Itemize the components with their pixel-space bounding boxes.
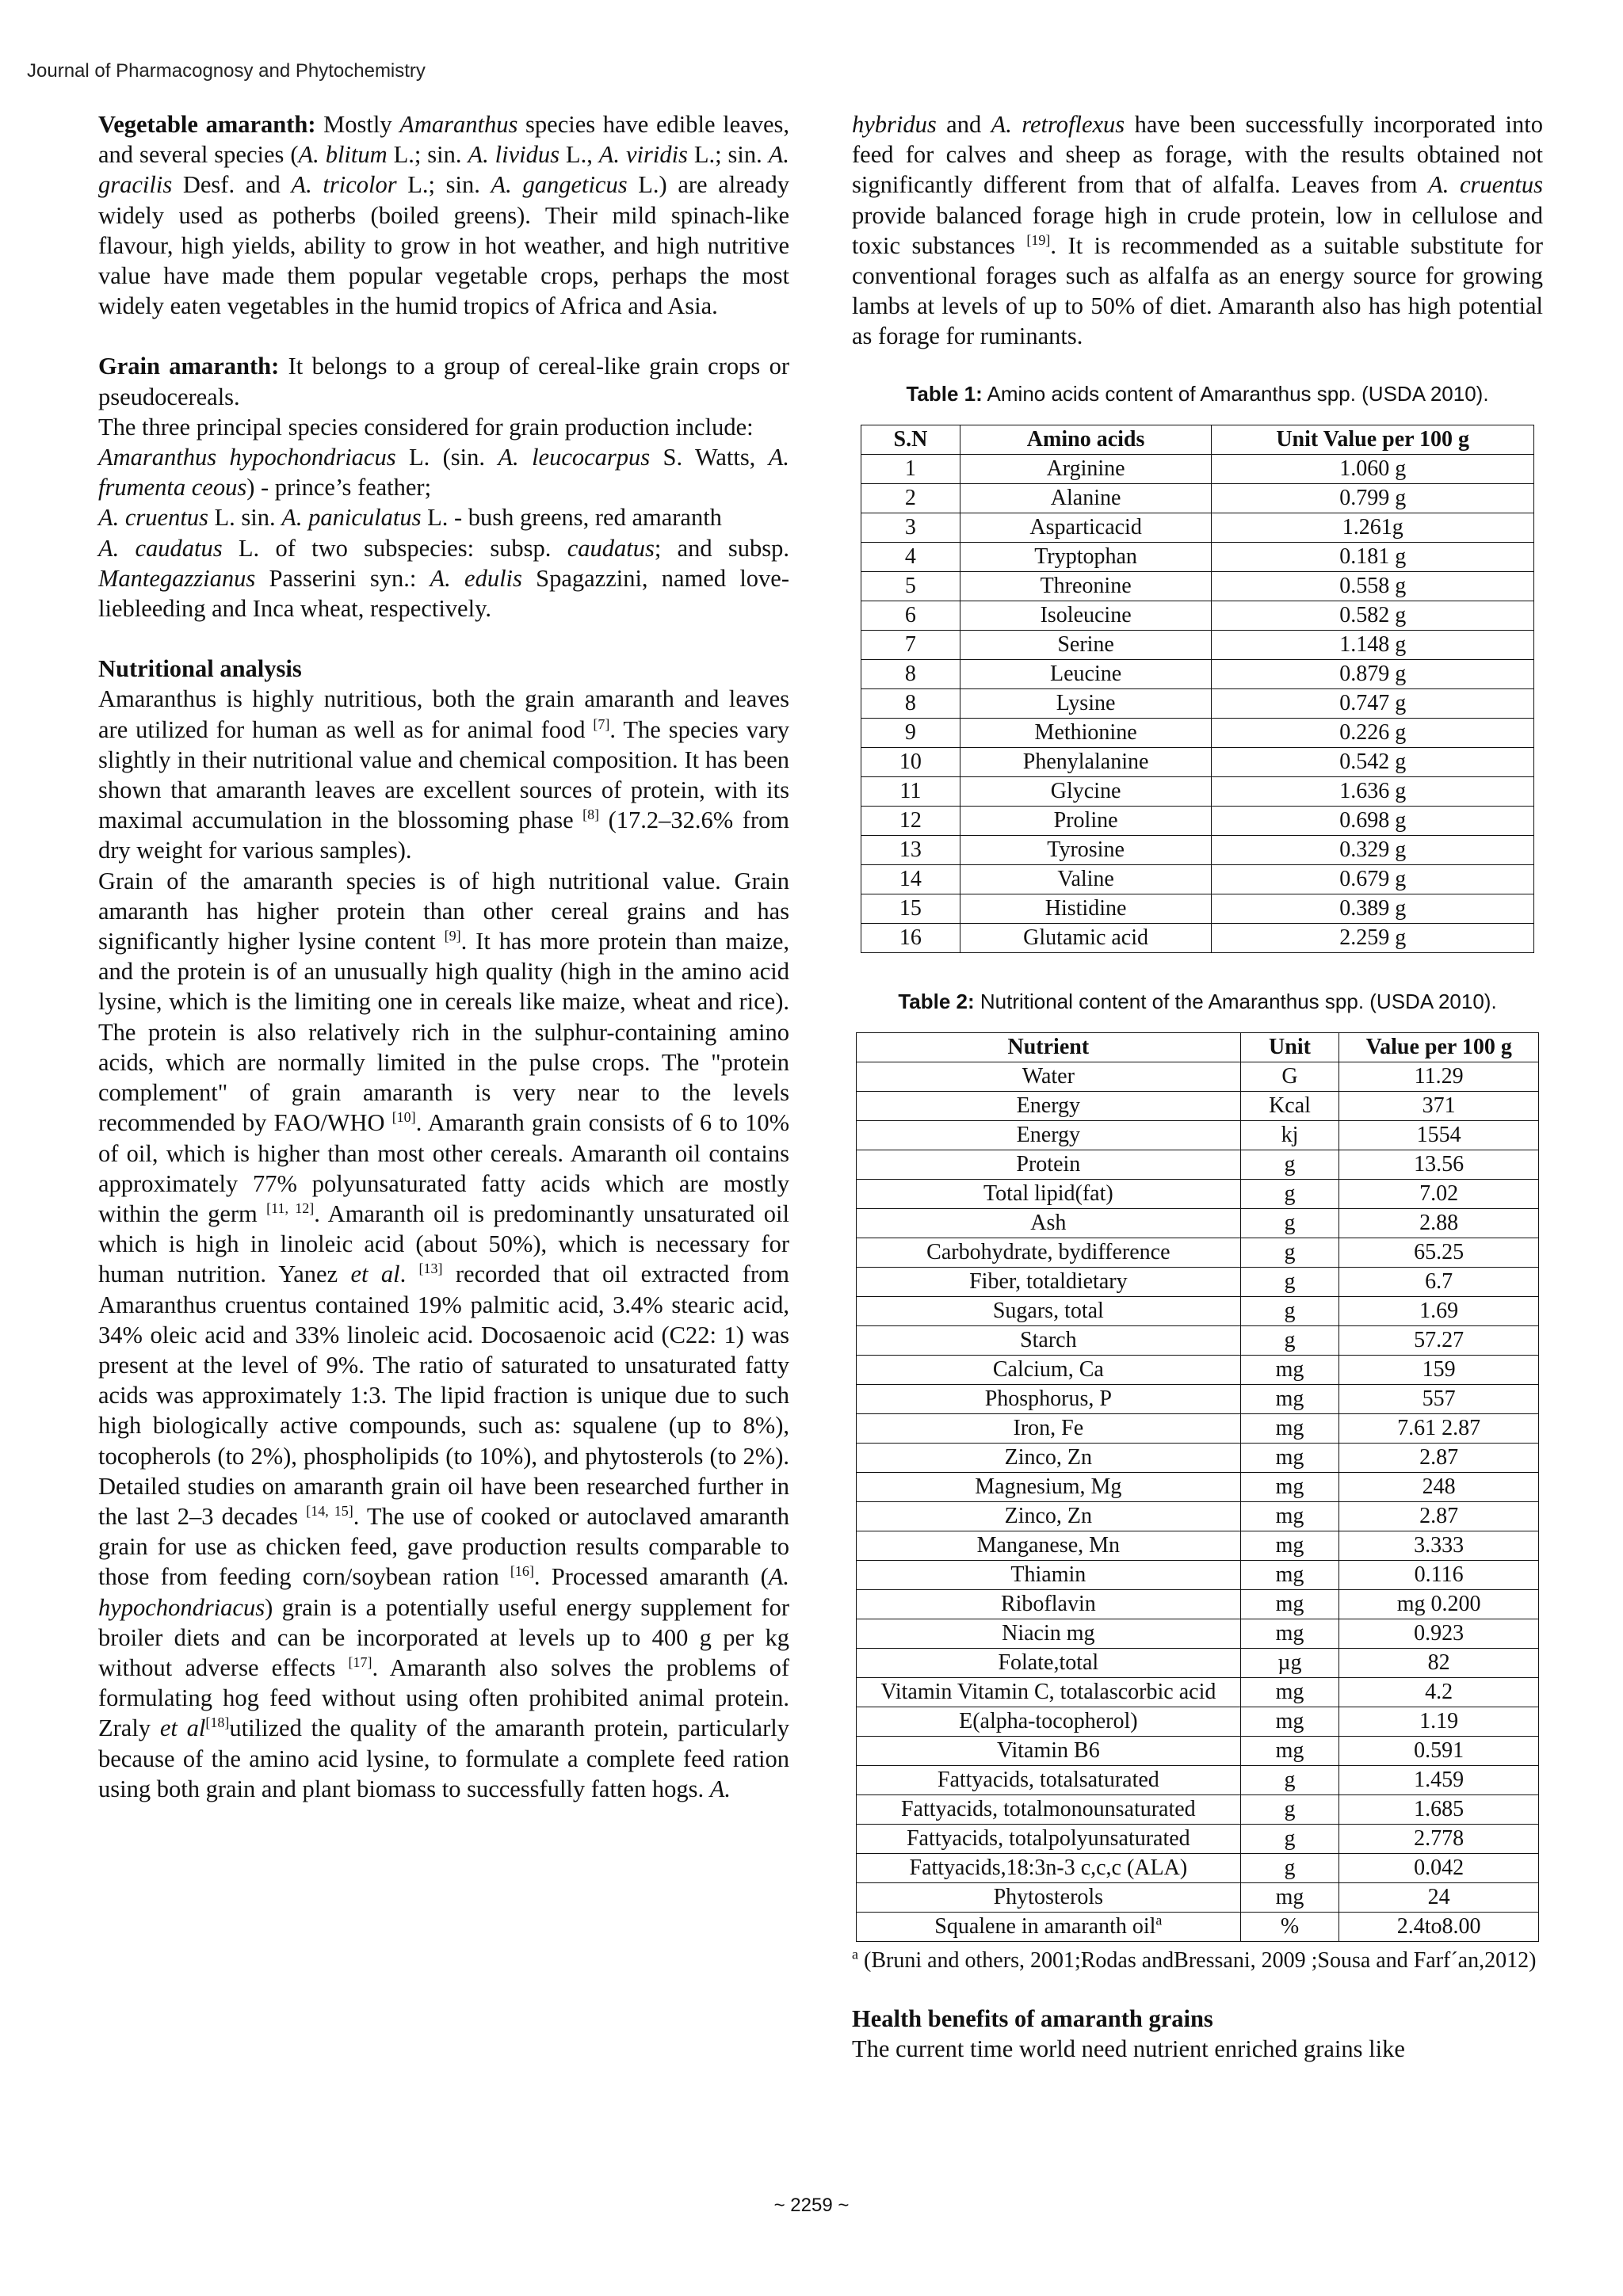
table-cell: mg bbox=[1240, 1590, 1339, 1619]
table-row bbox=[861, 776, 1534, 806]
table-cell: Starch bbox=[857, 1326, 1241, 1356]
table-cell: 159 bbox=[1339, 1356, 1539, 1385]
table-cell: 1.685 bbox=[1339, 1795, 1539, 1825]
table-header-row bbox=[857, 1033, 1539, 1062]
table-cell: Iron, Fe bbox=[857, 1414, 1241, 1444]
table-cell: Tyrosine bbox=[960, 835, 1212, 864]
table-cell: mg bbox=[1240, 1737, 1339, 1766]
table-cell: Tryptophan bbox=[960, 542, 1212, 571]
forage-paragraph: hybridus and A. retroflexus have been successfully incorporated into feed for calves and sheep as forage, with the results obtained not significantly different from that of alfalfa. Leaves from A. cruentus provide balanced forage high in crude protein, low in cellulose and toxic substances [19]. It is recommended as a suitable substitute for conventional forages such as alfalfa as an energy source for growing lambs at levels of up to 50% of diet. Amaranth also has high potential as forage for ruminants. bbox=[852, 111, 1543, 350]
column-header: Nutrient bbox=[857, 1033, 1241, 1062]
table-cell: 0.181 g bbox=[1212, 542, 1534, 571]
table-row bbox=[857, 1062, 1539, 1092]
table-cell: Fiber, totaldietary bbox=[857, 1268, 1241, 1297]
left-column bbox=[98, 109, 789, 1804]
table-cell: g bbox=[1240, 1238, 1339, 1268]
right-column bbox=[852, 109, 1543, 2064]
principal-species-intro: The three principal species considered for grain production include: bbox=[98, 413, 754, 441]
table-cell: 4 bbox=[861, 542, 960, 571]
table-cell: 557 bbox=[1339, 1385, 1539, 1414]
species-cruentus: A. cruentus L. sin. A. paniculatus L. - bush greens, red amaranth bbox=[98, 504, 722, 532]
table-cell: 65.25 bbox=[1339, 1238, 1539, 1268]
table-cell: Isoleucine bbox=[960, 601, 1212, 630]
table-row bbox=[861, 747, 1534, 776]
table-cell: Squalene in amaranth oil$^a$ bbox=[857, 1913, 1241, 1942]
amino-acids-table bbox=[861, 425, 1534, 953]
table-row bbox=[857, 1414, 1539, 1444]
table-cell: g bbox=[1240, 1326, 1339, 1356]
table-cell: 248 bbox=[1339, 1473, 1539, 1502]
table-cell: Sugars, total bbox=[857, 1297, 1241, 1326]
species-caudatus: A. caudatus L. of two subspecies: subsp. caudatus; and subsp. Mantegazzianus Passerini syn.: A. edulis Spagazzini, named love-liebleeding and Inca wheat, respectively. bbox=[98, 534, 789, 623]
vegetable-amaranth-paragraph: Vegetable amaranth: Mostly Amaranthus species have edible leaves, and several species (A. blitum L.; sin. A. lividus L., A. viridis L.; sin. A. gracilis Desf. and A. tricolor L.; sin. A. gangeticus L.) are already widely used as potherbs (boiled greens). Their mild spinach-like flavour, high yields, ability to grow in hot weather, and high nutritive value have made them popular vegetable crops, perhaps the most widely eaten vegetables in the humid tropics of Africa and Asia. bbox=[98, 111, 789, 320]
table-row bbox=[861, 454, 1534, 483]
table-cell: Glycine bbox=[960, 776, 1212, 806]
table-row bbox=[857, 1913, 1539, 1942]
column-header: S.N bbox=[861, 425, 960, 454]
table-cell: Manganese, Mn bbox=[857, 1531, 1241, 1561]
table-row bbox=[861, 571, 1534, 601]
table-row bbox=[861, 659, 1534, 688]
nutritional-analysis-heading: Nutritional analysis bbox=[98, 655, 302, 683]
table-cell: g bbox=[1240, 1150, 1339, 1180]
table-cell: 0.747 g bbox=[1212, 688, 1534, 718]
table-cell: 7 bbox=[861, 630, 960, 659]
table-cell: Vitamin B6 bbox=[857, 1737, 1241, 1766]
table-cell: mg bbox=[1240, 1444, 1339, 1473]
table-row bbox=[861, 864, 1534, 894]
table1-caption: Table 1: Amino acids content of Amaranthus spp. (USDA 2010). bbox=[906, 381, 1489, 406]
nutritional-paragraph-2: Grain of the amaranth species is of high nutritional value. Grain amaranth has higher protein than other cereal grains and has significantly higher lysine content [9]. It has more protein than maize, and the protein is of an unusually high quality (high in the amino acid lysine, which is the limiting one in cereals like maize, wheat and rice). The protein is also relatively rich in the sulphur-containing amino acids, which are normally limited in the pulse crops. The "protein complement" of grain amaranth is very near to the levels recommended by FAO/WHO [10]. Amaranth grain consists of 6 to 10% of oil, which is higher than most other cereals. Amaranth oil contains approximately 77% polyunsaturated fatty acids which are mostly within the germ [11, 12]. Amaranth oil is predominantly unsaturated oil which is high in linoleic acid (about 50%), which is necessary for human nutrition. Yanez et al. [13] recorded that oil extracted from Amaranthus cruentus contained 19% palmitic acid, 3.4% stearic acid, 34% oleic acid and 33% linoleic acid. Docosaenoic acid (C22: 1) was present at the level of 9%. The ratio of saturated to unsaturated fatty acids was approximately 1:3. The lipid fraction is unique due to such high biologically active compounds, such as: squalene (up to 8%), tocopherols (to 2%), phospholipids (to 10%), and phytosterols (to 2%). Detailed studies on amaranth grain oil have been researched further in the last 2–3 decades [14, 15]. The use of cooked or autoclaved amaranth grain for use as chicken feed, gave production results comparable to those from feeding corn/soybean ration [16]. Processed amaranth (A. hypochondriacus) grain is a potentially useful energy supplement for broiler diets and can be incorporated at levels up to 400 g per kg without adverse effects [17]. Amaranth also solves the problems of formulating hog feed without using often prohibited animal protein. Zraly et al[18]utilized the quality of the amaranth protein, particularly because of the amino acid lysine, to formulate a complete feed ration using both grain and plant biomass to successfully fatten hogs. A. bbox=[98, 867, 789, 1802]
table-row bbox=[857, 1707, 1539, 1737]
table-row bbox=[857, 1619, 1539, 1649]
table-row bbox=[857, 1209, 1539, 1238]
table-row bbox=[857, 1766, 1539, 1795]
table-cell: 0.042 bbox=[1339, 1854, 1539, 1883]
table-cell: 0.116 bbox=[1339, 1561, 1539, 1590]
table-cell: Proline bbox=[960, 806, 1212, 835]
table-cell: Asparticacid bbox=[960, 513, 1212, 542]
table-cell: g bbox=[1240, 1795, 1339, 1825]
table-cell: 8 bbox=[861, 659, 960, 688]
table-row bbox=[857, 1649, 1539, 1678]
table-cell: µg bbox=[1240, 1649, 1339, 1678]
table-cell: 2.88 bbox=[1339, 1209, 1539, 1238]
table-row bbox=[857, 1737, 1539, 1766]
table-cell: 3 bbox=[861, 513, 960, 542]
table-cell: 16 bbox=[861, 923, 960, 952]
nutritional-paragraph-1: Amaranthus is highly nutritious, both the grain amaranth and leaves are utilized for human as well as for animal food [7]. The species vary slightly in their nutritional value and chemical composition. It has been shown that amaranth leaves are excellent sources of protein, with its maximal accumulation in the blossoming phase [8] (17.2–32.6% from dry weight for various samples). bbox=[98, 685, 789, 864]
table-cell: Alanine bbox=[960, 483, 1212, 513]
table-row bbox=[857, 1678, 1539, 1707]
table-row bbox=[861, 923, 1534, 952]
table-cell: 0.923 bbox=[1339, 1619, 1539, 1649]
table-cell: 0.799 g bbox=[1212, 483, 1534, 513]
table-cell: Energy bbox=[857, 1092, 1241, 1121]
table-cell: 0.582 g bbox=[1212, 601, 1534, 630]
table-cell: Methionine bbox=[960, 718, 1212, 747]
table-cell: 0.698 g bbox=[1212, 806, 1534, 835]
column-header: Amino acids bbox=[960, 425, 1212, 454]
table-row bbox=[861, 806, 1534, 835]
table-header-row bbox=[861, 425, 1534, 454]
journal-header: Journal of Pharmacognosy and Phytochemistry bbox=[27, 60, 426, 82]
table-cell: 0.389 g bbox=[1212, 894, 1534, 923]
table-cell: Histidine bbox=[960, 894, 1212, 923]
table-cell: Niacin mg bbox=[857, 1619, 1241, 1649]
table-cell: g bbox=[1240, 1766, 1339, 1795]
species-hypochondriacus: Amaranthus hypochondriacus L. (sin. A. leucocarpus S. Watts, A. frumenta ceous) - prince’s feather; bbox=[98, 444, 789, 502]
table-cell: Threonine bbox=[960, 571, 1212, 601]
vegetable-amaranth-heading: Vegetable amaranth: bbox=[98, 111, 316, 138]
table-cell: 0.542 g bbox=[1212, 747, 1534, 776]
table-cell: Thiamin bbox=[857, 1561, 1241, 1590]
table2-caption: Table 2: Nutritional content of the Amaranthus spp. (USDA 2010). bbox=[898, 989, 1497, 1013]
table-cell: Calcium, Ca bbox=[857, 1356, 1241, 1385]
table-cell: 8 bbox=[861, 688, 960, 718]
table-cell: mg bbox=[1240, 1678, 1339, 1707]
table-row bbox=[857, 1326, 1539, 1356]
table-cell: 2.87 bbox=[1339, 1502, 1539, 1531]
table-cell: 4.2 bbox=[1339, 1678, 1539, 1707]
table-cell: Water bbox=[857, 1062, 1241, 1092]
table-cell: 11 bbox=[861, 776, 960, 806]
table-cell: Folate,total bbox=[857, 1649, 1241, 1678]
table-row bbox=[857, 1385, 1539, 1414]
table-cell: Arginine bbox=[960, 454, 1212, 483]
table-row bbox=[857, 1238, 1539, 1268]
table-cell: mg bbox=[1240, 1473, 1339, 1502]
table-cell: Phosphorus, P bbox=[857, 1385, 1241, 1414]
table-row bbox=[857, 1795, 1539, 1825]
table-cell: Carbohydrate, bydifference bbox=[857, 1238, 1241, 1268]
table-cell: Fattyacids, totalsaturated bbox=[857, 1766, 1241, 1795]
table-row bbox=[861, 601, 1534, 630]
table-cell: kj bbox=[1240, 1121, 1339, 1150]
table-cell: 1.636 g bbox=[1212, 776, 1534, 806]
table-cell: 0.879 g bbox=[1212, 659, 1534, 688]
table-cell: 9 bbox=[861, 718, 960, 747]
table-row bbox=[861, 835, 1534, 864]
table-cell: g bbox=[1240, 1854, 1339, 1883]
table-cell: Total lipid(fat) bbox=[857, 1180, 1241, 1209]
table-cell: mg bbox=[1240, 1502, 1339, 1531]
table-cell: 3.333 bbox=[1339, 1531, 1539, 1561]
table-cell: 14 bbox=[861, 864, 960, 894]
table2-footnote: $^a$ (Bruni and others, 2001;Rodas andBressani, 2009 ;Sousa and Farf´an,2012) bbox=[852, 1946, 1537, 1974]
table-cell: 6.7 bbox=[1339, 1268, 1539, 1297]
grain-amaranth-heading: Grain amaranth: bbox=[98, 353, 280, 380]
table-cell: 0.329 g bbox=[1212, 835, 1534, 864]
table-row bbox=[857, 1473, 1539, 1502]
table-cell: Protein bbox=[857, 1150, 1241, 1180]
table-cell: 1.148 g bbox=[1212, 630, 1534, 659]
table-cell: 5 bbox=[861, 571, 960, 601]
grain-amaranth-paragraph: Grain amaranth: It belongs to a group of cereal-like grain crops or pseudocereals. bbox=[98, 353, 789, 410]
table-cell: mg bbox=[1240, 1883, 1339, 1913]
table-cell: 2.87 bbox=[1339, 1444, 1539, 1473]
table-cell: Zinco, Zn bbox=[857, 1444, 1241, 1473]
table-cell: 11.29 bbox=[1339, 1062, 1539, 1092]
table-cell: 0.679 g bbox=[1212, 864, 1534, 894]
table-cell: Phenylalanine bbox=[960, 747, 1212, 776]
table-cell: Energy bbox=[857, 1121, 1241, 1150]
table-cell: Kcal bbox=[1240, 1092, 1339, 1121]
table-cell: Leucine bbox=[960, 659, 1212, 688]
table-row bbox=[857, 1590, 1539, 1619]
table-cell: 13.56 bbox=[1339, 1150, 1539, 1180]
nutritional-content-table bbox=[856, 1032, 1539, 1942]
table-cell: mg bbox=[1240, 1707, 1339, 1737]
table-cell: g bbox=[1240, 1180, 1339, 1209]
table-cell: 7.61 2.87 bbox=[1339, 1414, 1539, 1444]
table-cell: Ash bbox=[857, 1209, 1241, 1238]
table-cell: mg bbox=[1240, 1414, 1339, 1444]
table-cell: 1 bbox=[861, 454, 960, 483]
table-cell: mg 0.200 bbox=[1339, 1590, 1539, 1619]
table-cell: mg bbox=[1240, 1561, 1339, 1590]
table-cell: 1.19 bbox=[1339, 1707, 1539, 1737]
column-header: Value per 100 g bbox=[1339, 1033, 1539, 1062]
table-cell: 1.69 bbox=[1339, 1297, 1539, 1326]
table-cell: Fattyacids,18:3n-3 c,c,c (ALA) bbox=[857, 1854, 1241, 1883]
table-cell: 10 bbox=[861, 747, 960, 776]
table-cell: Serine bbox=[960, 630, 1212, 659]
health-benefits-text: The current time world need nutrient enriched grains like bbox=[852, 2035, 1405, 2063]
table-cell: 2.4to8.00 bbox=[1339, 1913, 1539, 1942]
table-row bbox=[857, 1531, 1539, 1561]
table-cell: 12 bbox=[861, 806, 960, 835]
table-cell: 13 bbox=[861, 835, 960, 864]
table-row bbox=[861, 483, 1534, 513]
table-row bbox=[857, 1092, 1539, 1121]
table-cell: g bbox=[1240, 1297, 1339, 1326]
table-row bbox=[861, 630, 1534, 659]
table-cell: 57.27 bbox=[1339, 1326, 1539, 1356]
table-row bbox=[857, 1854, 1539, 1883]
table-cell: Lysine bbox=[960, 688, 1212, 718]
table-cell: mg bbox=[1240, 1356, 1339, 1385]
table-row bbox=[857, 1297, 1539, 1326]
table-cell: 0.591 bbox=[1339, 1737, 1539, 1766]
table-row bbox=[857, 1883, 1539, 1913]
health-benefits-heading: Health benefits of amaranth grains bbox=[852, 2005, 1213, 2033]
table-cell: 1.060 g bbox=[1212, 454, 1534, 483]
table-cell: 6 bbox=[861, 601, 960, 630]
table-cell: Zinco, Zn bbox=[857, 1502, 1241, 1531]
table-cell: 1.459 bbox=[1339, 1766, 1539, 1795]
table-cell: Phytosterols bbox=[857, 1883, 1241, 1913]
table-row bbox=[857, 1356, 1539, 1385]
table-cell: g bbox=[1240, 1825, 1339, 1854]
table-cell: Fattyacids, totalmonounsaturated bbox=[857, 1795, 1241, 1825]
table-cell: 1.261g bbox=[1212, 513, 1534, 542]
table-row bbox=[861, 718, 1534, 747]
table-cell: 7.02 bbox=[1339, 1180, 1539, 1209]
table-cell: Vitamin Vitamin C, totalascorbic acid bbox=[857, 1678, 1241, 1707]
table-cell: Fattyacids, totalpolyunsaturated bbox=[857, 1825, 1241, 1854]
table-row bbox=[857, 1561, 1539, 1590]
page-number: ~ 2259 ~ bbox=[773, 2195, 850, 2216]
table-cell: 371 bbox=[1339, 1092, 1539, 1121]
table-cell: Valine bbox=[960, 864, 1212, 894]
table-cell: Riboflavin bbox=[857, 1590, 1241, 1619]
column-header: Unit bbox=[1240, 1033, 1339, 1062]
table-cell: % bbox=[1240, 1913, 1339, 1942]
table-cell: 24 bbox=[1339, 1883, 1539, 1913]
table-cell: g bbox=[1240, 1268, 1339, 1297]
table-cell: mg bbox=[1240, 1619, 1339, 1649]
table-row bbox=[861, 688, 1534, 718]
table-cell: mg bbox=[1240, 1385, 1339, 1414]
table-row bbox=[861, 513, 1534, 542]
table-row bbox=[857, 1180, 1539, 1209]
table-row bbox=[857, 1268, 1539, 1297]
table-cell: Glutamic acid bbox=[960, 923, 1212, 952]
table-row bbox=[857, 1825, 1539, 1854]
table-cell: 1554 bbox=[1339, 1121, 1539, 1150]
table-cell: 15 bbox=[861, 894, 960, 923]
table-cell: 2.778 bbox=[1339, 1825, 1539, 1854]
table-cell: 0.558 g bbox=[1212, 571, 1534, 601]
table-cell: E(alpha-tocopherol) bbox=[857, 1707, 1241, 1737]
column-header: Unit Value per 100 g bbox=[1212, 425, 1534, 454]
table-row bbox=[857, 1121, 1539, 1150]
table-cell: 82 bbox=[1339, 1649, 1539, 1678]
table-cell: 2 bbox=[861, 483, 960, 513]
table-cell: Magnesium, Mg bbox=[857, 1473, 1241, 1502]
table-cell: mg bbox=[1240, 1531, 1339, 1561]
table-row bbox=[857, 1502, 1539, 1531]
table-row bbox=[857, 1444, 1539, 1473]
table-cell: 0.226 g bbox=[1212, 718, 1534, 747]
table-row bbox=[857, 1150, 1539, 1180]
table-row bbox=[861, 894, 1534, 923]
table-cell: G bbox=[1240, 1062, 1339, 1092]
table-cell: 2.259 g bbox=[1212, 923, 1534, 952]
table-row bbox=[861, 542, 1534, 571]
table-cell: g bbox=[1240, 1209, 1339, 1238]
